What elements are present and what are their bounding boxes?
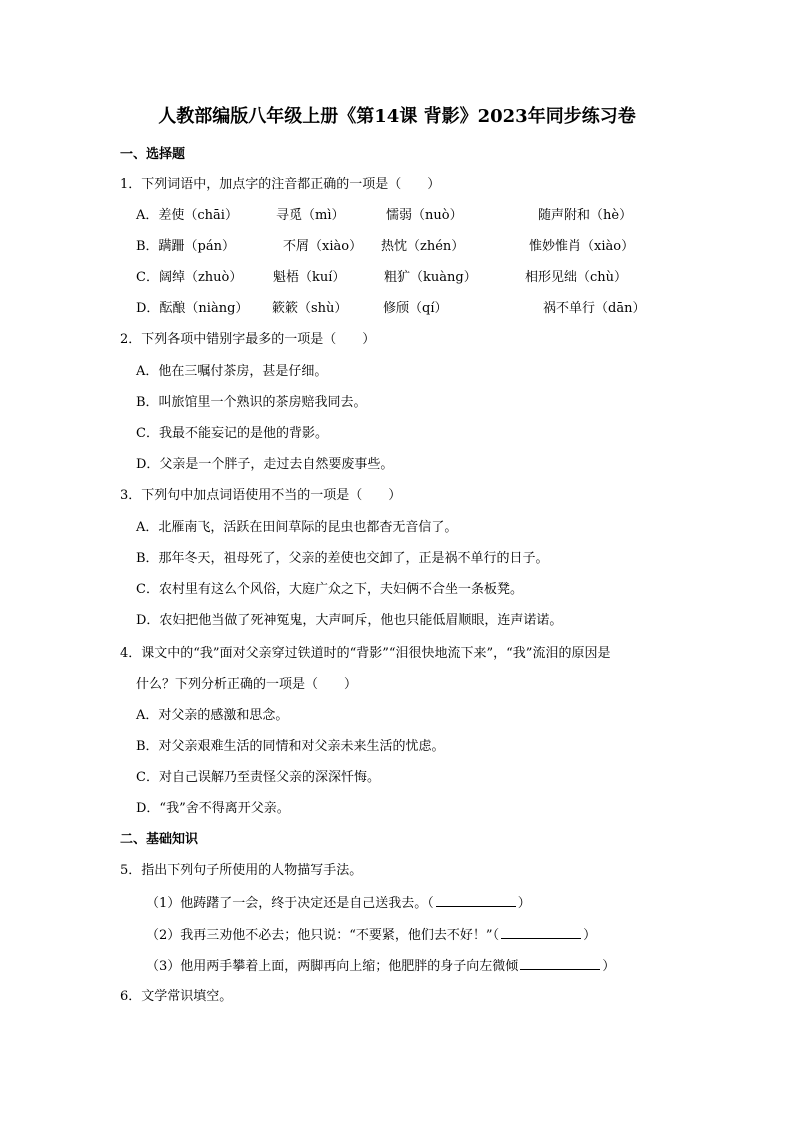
question-3-stem: 3．下列句中加点词语使用不当的一项是（ ）	[120, 488, 402, 503]
q2-option-b: B．叫旅馆里一个熟识的茶房赔我同去。	[136, 395, 367, 410]
q1-option-c-word-2: 魁梧（kuí）	[273, 270, 346, 285]
q2-option-d: D．父亲是一个胖子，走过去自然要废事些。	[136, 457, 394, 472]
q5-item-3-close: ）	[602, 959, 616, 974]
q1-option-a-word-2: 寻觅（mì）	[276, 208, 345, 223]
q4-option-a: A．对父亲的感激和思念。	[136, 708, 289, 723]
q4-option-d: D．“我”舍不得离开父亲。	[136, 801, 290, 816]
q1-option-a-word-3: 懦弱（nuò）	[386, 208, 463, 223]
question-5-stem: 5．指出下列句子所使用的人物描写手法。	[120, 863, 363, 878]
q2-option-c: C．我最不能妄记的是他的背影。	[136, 426, 328, 441]
q1-option-b-word-1: B．蹒跚（pán）	[136, 239, 235, 254]
q5-item-3-text: （3）他用两手攀着上面，两脚再向上缩；他肥胖的身子向左微倾	[146, 959, 519, 974]
q1-option-a-word-1: A．差使（chāi）	[136, 208, 238, 223]
question-1-stem: 1．下列词语中，加点字的注音都正确的一项是（ ）	[120, 177, 441, 192]
q5-item-1	[146, 893, 531, 913]
q5-item-3	[146, 956, 615, 976]
section-heading-basics: 二、基础知识	[120, 832, 199, 847]
q5-item-1-close: ）	[517, 896, 531, 911]
question-6-stem: 6．文学常识填空。	[120, 989, 233, 1004]
q5-item-2-close: ）	[583, 928, 597, 943]
q1-option-d-word-3: 修颀（qí）	[383, 301, 448, 316]
q1-option-b-word-4: 惟妙惟肖（xiào）	[529, 239, 635, 254]
q5-item-2-text: （2）我再三劝他不必去；他只说：“不要紧，他们去不好！”（	[146, 928, 500, 943]
q3-option-b: B．那年冬天，祖母死了，父亲的差使也交卸了，正是祸不单行的日子。	[136, 551, 549, 566]
q3-option-d: D．农妇把他当做了死神冤鬼，大声呵斥，他也只能低眉顺眼，连声诺诺。	[136, 613, 563, 628]
q5-item-2	[146, 925, 596, 945]
q4-option-c: C．对自己误解乃至责怪父亲的深深忏悔。	[136, 770, 380, 785]
question-4-stem-line-2: 什么？下列分析正确的一项是（ ）	[136, 677, 358, 692]
q1-option-d-word-1: D．酝酿（niàng）	[136, 301, 249, 316]
q1-option-b-word-3: 热忱（zhén）	[381, 239, 465, 254]
q1-option-c-word-4: 相形见绌（chù）	[525, 270, 628, 285]
question-4-stem-line-1: 4．课文中的“我”面对父亲穿过铁道时的“背影”“泪很快地流下来”，“我”流泪的原因是	[120, 646, 611, 661]
section-heading-choice: 一、选择题	[120, 147, 186, 162]
q5-item-2-answer-blank[interactable]	[501, 925, 581, 939]
q1-option-a-word-4: 随声附和（hè）	[538, 208, 633, 223]
q1-option-b-word-2: 不屑（xiào）	[283, 239, 363, 254]
q1-option-c-word-3: 粗犷（kuàng）	[384, 270, 477, 285]
q3-option-a: A．北雁南飞，活跃在田间草际的昆虫也都杳无音信了。	[136, 520, 458, 535]
document-title: 人教部编版八年级上册《第14课 背影》2023年同步练习卷	[158, 106, 636, 127]
q3-option-c: C．农村里有这么个风俗，大庭广众之下，夫妇俩不合坐一条板凳。	[136, 582, 523, 597]
q5-item-1-answer-blank[interactable]	[436, 893, 516, 907]
q2-option-a: A．他在三嘱付茶房，甚是仔细。	[136, 364, 328, 379]
q1-option-c-word-1: C．阔绰（zhuò）	[136, 270, 243, 285]
q1-option-d-word-4: 祸不单行（dān）	[543, 301, 646, 316]
q5-item-1-text: （1）他踌躇了一会，终于决定还是自己送我去。（	[146, 896, 434, 911]
q5-item-3-answer-blank[interactable]	[520, 956, 600, 970]
q4-option-b: B．对父亲艰难生活的同情和对父亲未来生活的忧虑。	[136, 739, 445, 754]
q1-option-d-word-2: 簌簌（shù）	[272, 301, 348, 316]
question-2-stem: 2．下列各项中错别字最多的一项是（ ）	[120, 332, 376, 347]
